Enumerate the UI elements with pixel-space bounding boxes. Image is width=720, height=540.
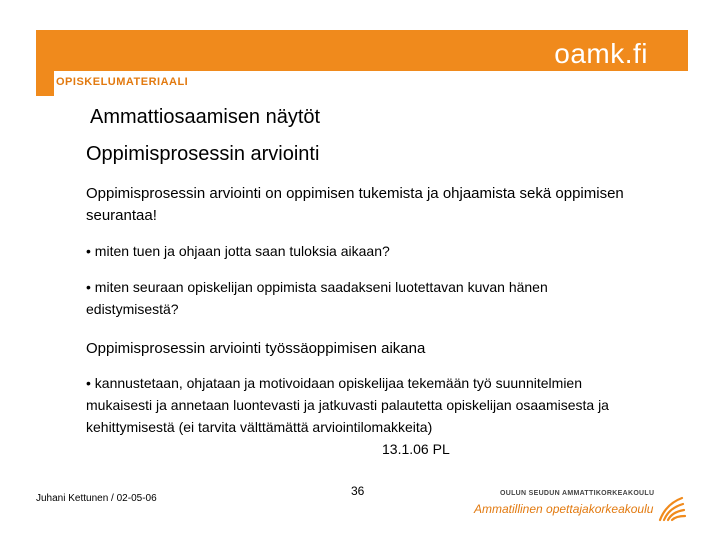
org-name: OULUN SEUDUN AMMATTIKORKEAKOULU: [500, 490, 655, 497]
bullet-text: • kannustetaan, ohjataan ja motivoidaan opiskelijaa tekemään työ suunnitelmien mukaisesti ja annetaan luontevasti ja jatkuvasti palautetta opiskelijan osaamisesta ja kehittymisestä (ei tarvita välttämättä arviointilomakkeita): [86, 375, 609, 435]
date-label: 13.1.06 PL: [382, 441, 450, 457]
org-logo: [470, 490, 690, 522]
bullet-item: [86, 372, 646, 457]
sunburst-logo-icon: [656, 490, 690, 522]
page-number: 36: [351, 484, 365, 498]
intro-text: Oppimisprosessin arviointi on oppimisen tukemista ja ohjaamista sekä oppimisen seurantaa!: [86, 185, 624, 224]
author-footer: Juhani Kettunen / 02-05-06: [36, 493, 157, 504]
section-heading: Oppimisprosessin arviointi työssäoppimisen aikana: [86, 340, 426, 357]
slide-title: Ammattiosaamisen näytöt: [90, 106, 321, 128]
bullet-item: • miten seuraan opiskelijan oppimista saadakseni luotettavan kuvan hänen edistymisestä?: [86, 279, 548, 317]
material-label: OPISKELUMATERIAALI: [56, 76, 189, 88]
oamk-logo[interactable]: oamk.fi: [554, 38, 648, 69]
org-unit: Ammatillinen opettajakorkeakoulu: [474, 502, 654, 516]
bullet-item: • miten tuen ja ohjaan jotta saan tuloksia aikaan?: [86, 243, 390, 259]
slide-subtitle: Oppimisprosessin arviointi: [86, 143, 320, 165]
